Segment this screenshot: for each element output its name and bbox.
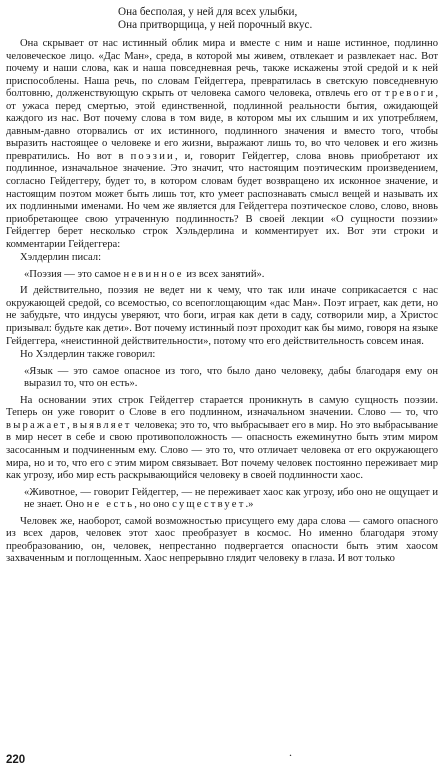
epigraph-line: Она притворщица, у ней порочный вкус. [118,19,313,31]
paragraph: И действительно, поэзия не ведет ни к чему, что так или иначе соприкасается с нас окружающей средой, со всемостью, со всепоглощающим «дас Ман». Поэт играет, как дети, но не забудьте, что индусы уверяют, что боги, играя как дети в саду, сотворили мир, а Христос призывал: будьте как дети». Вот почему истинный поэт проходит как бы мимо, говоря на языке Гейдеггера, «неистинной действительности», потому что его действительность совсем иная. [6,285,438,347]
text-run: «Поэзия — это самое [24,268,124,280]
block-quote: «Язык — это самое опасное из того, что было дано человеку, дабы благодаря ему он выразил то, что он есть». [24,365,438,390]
text-run: из всех занятий». [183,268,265,280]
paragraph [6,395,438,483]
spaced-word: невинное [123,268,184,280]
text-run: , от ужаса перед смертью, этой единственной, подлинной реальности бытия, ожидающей каждого из нас. Вот почему слова в том виде, в котором мы их слышим и их употребляем, давным-давно оторвались от их истинного, подлинного значения и вместо того, чтобы выразить настоящее о человеке и его жизни, выражают лишь то, во что человек и его жизнь превратились. Но вот в [6,88,438,162]
text-run: Она скрывает от нас истинный облик мира и вместе с ним и наше истинное, подлинно человеческое лицо. «Дас Ман», среда, в которой мы живем, отвлекает и развлекает нас. Вот почему и наши слова, как и наша повседневная речь, также искажены этой средой и к ней приспособлены. Наша речь, по словам Гейдеггера, превратилась в светскую повседневную болтовню, долженствующую скрыть от человека самого человека, отвлечь его от [6,38,438,100]
paragraph [6,38,438,251]
epigraph-line: Она бесполая, у ней для всех улыбки, [118,6,298,18]
body-text [6,38,438,566]
text-run: «Животное, — говорит Гейдеггер, — не переживает хаос как угрозу, ибо оно не ощущает и не знает. Оно [24,486,438,511]
quote-intro: Но Хэлдерлин также говорил: [20,349,156,361]
block-quote [24,269,438,282]
epigraph [118,6,358,32]
spaced-word: выражает [6,419,68,431]
spaced-word: не есть [86,499,135,511]
spaced-word: тревоги [384,88,436,100]
page-number: 220 [6,754,26,766]
text-run: человека; это то, что выбрасывает его в мир. Но это выбрасывание в мир несет в себе и свою противоположность — опасность ежеминутно быть этим миром засосанным и подчиненным ему. Слово — это то, что отличает человека от его окружающего мира, но и то, что его с этим миром связывает. Вот почему человек постоянно переживает мир как угрозу, ибо мир есть раскрывающийся человеку в своей подлинности хаос. [6,419,438,482]
text-run: , и, говорит Гейдеггер, слова вновь приобретают их подлинное, изначальное значение. Это значит, что настоящим поэтическим произведением, согласно Гейдеггеру, будет то, в котором словам будет возвращено их исконное значение, и настоящим поэтом может быть лишь тот, кто умеет распознавать смысл вещей и называть их их подлинными именами. Но чем же является для Гейдеггера поэтическое слово, слово, вновь приобретающее свою утраченную подлинность? В своей лекции «О сущности поэзии» Гейдеггер берет несколько строк Хэльдерлина и комментирует их. Вот эти строки и комментарии Гейдеггера: [6,150,438,250]
quote-intro: Хэлдерлин писал: [20,252,102,264]
spaced-word: поэзии [130,150,175,162]
text-run: , но оно [134,499,173,511]
spaced-word: существует [172,499,246,511]
text-run: , [67,419,73,431]
spaced-word: выявляет [72,419,132,431]
page-mark: . [289,745,292,759]
text-run: .» [245,499,254,511]
text-run: На основании этих строк Гейдеггер старается проникнуть в самую сущность поэзии. Теперь он уже говорит о Слове в его подлинном, изначальном значении. Слово — то, что [6,394,438,419]
block-quote [24,487,438,512]
paragraph: Человек же, наоборот, самой возможностью присущего ему дара слова — самого опасного из всех даров, человек этот хаос преобразует в космос. Но именно благодаря этому преобразованию, он, человек, непрестанно подвергается опасности быть этим хаосом захваченным и поглощенным. Хаос непрерывно глядит человеку в глаза. И вот только [6,515,438,565]
